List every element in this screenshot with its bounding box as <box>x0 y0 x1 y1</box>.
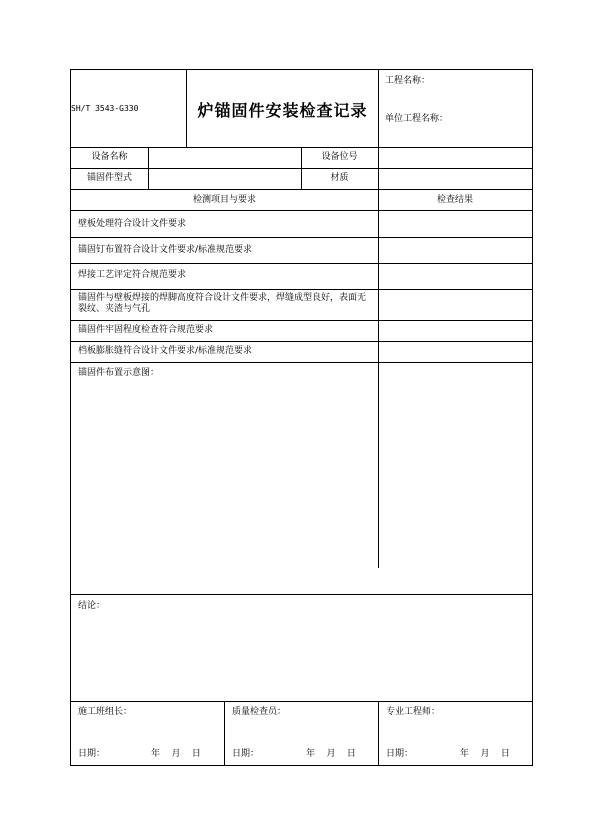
form-title: 炉锚固件安装检查记录 <box>197 101 368 120</box>
quality-inspector-label: 质量检查员： <box>232 707 287 717</box>
check-item: 锚固件与壁板焊接的焊脚高度符合设计文件要求，焊缝成型良好，表面无裂纹、夹渣与气孔 <box>78 293 367 314</box>
check-item: 焊接工艺评定符合规范要求 <box>78 270 187 280</box>
date-ymd: 年 月 日 <box>151 749 201 759</box>
items-column-header: 检测项目与要求 <box>192 195 256 205</box>
check-item: 锚固钉布置符合设计文件要求/标准规范要求 <box>78 245 253 255</box>
form-code: SH/T 3543-G330 <box>71 104 139 113</box>
equipment-name-label: 设备名称 <box>91 152 128 162</box>
material-label: 材质 <box>330 173 349 183</box>
engineer-label: 专业工程师： <box>386 707 441 717</box>
unit-project-label: 单位工程名称： <box>385 114 449 124</box>
check-item: 锚固件牢固程度检查符合规范要求 <box>78 325 214 335</box>
check-item: 壁板处理符合设计文件要求 <box>78 219 187 229</box>
date-ymd: 年 月 日 <box>306 749 356 759</box>
project-name-label: 工程名称： <box>385 76 431 86</box>
team-leader-label: 施工班组长： <box>78 707 133 717</box>
date-ymd: 年 月 日 <box>460 749 510 759</box>
diagram-label: 锚固件布置示意图： <box>78 368 160 378</box>
anchor-type-label: 锚固件型式 <box>86 173 132 183</box>
date-label: 日期： <box>386 749 414 759</box>
header-divider-2 <box>378 70 379 147</box>
date-label: 日期： <box>78 749 106 759</box>
result-column-header: 检查结果 <box>436 195 473 205</box>
check-item: 档板膨胀缝符合设计文件要求/标准规范要求 <box>78 346 253 356</box>
date-label: 日期： <box>232 749 260 759</box>
equipment-position-label: 设备位号 <box>321 152 358 162</box>
inspection-form <box>70 69 533 766</box>
conclusion-label: 结论： <box>78 601 106 611</box>
